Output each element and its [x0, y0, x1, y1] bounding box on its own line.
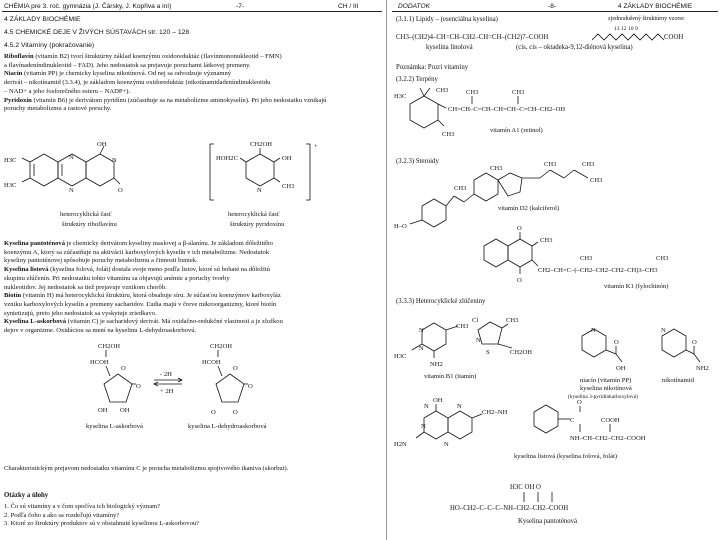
- riboflavin-caption-1: heterocyklická časť: [60, 211, 112, 218]
- chapter-heading: 4 ZÁKLADY BIOCHÉMIE: [4, 16, 81, 23]
- dehydroascorbic-caption: kyselina L-dehydroaskorbová: [188, 423, 267, 430]
- linoleic-formula: CH3–(CH2)4–CH=CH–CH2–CH=CH–(CH2)7–COOH: [396, 34, 549, 41]
- ascorbic-ch2oh-1: CH2OH: [98, 343, 120, 350]
- vitamin-b1-name: vitamín B1 (tiamín): [424, 373, 477, 380]
- riboflavin-h3c-top: H3C: [4, 157, 17, 164]
- vitamin-a-ch3-d: CH3: [442, 131, 455, 138]
- paragraph-line: [4, 97, 382, 106]
- vitamins-paragraph-2: [4, 240, 382, 336]
- vitamin-k1-chain: CH2–CH=C–(–CH2–CH2–CH2–CH)3–CH3: [538, 267, 658, 274]
- pyridoxin-plus: +: [314, 143, 318, 150]
- vitamin-k1-ch3-chain-a: CH3: [580, 255, 593, 262]
- lipids-section-heading: (3.1.1) Lipidy – (esenciálna kyselina): [396, 16, 498, 23]
- folic-name: kyselina listová (kyselina folová, folát): [514, 453, 618, 460]
- paragraph-line: [4, 275, 382, 284]
- folic-n-d: N: [421, 423, 426, 430]
- header-right-chapter: 4 ZÁKLADY BIOCHÉMIE: [618, 3, 693, 10]
- line-text: a flavínadeníndinukleotid – FAD). Jeho nedostatok sa prejavuje poruchami látkovej premeny.: [4, 61, 251, 69]
- vitamin-a-ch3-b: CH3: [466, 89, 479, 96]
- page-number-right: -8-: [548, 3, 557, 10]
- ascorbic-caption: kyselina L-askorbová: [86, 423, 143, 430]
- line-text: nukleotidov. Jej nedostatok sa tiež prejavuje vznikom chorôb.: [4, 283, 167, 291]
- vitamin-k1-ch3-ring: CH3: [540, 237, 553, 244]
- paragraph-line: [4, 249, 382, 258]
- vitamin-d2-name: vitamín D2 (kalciferol): [498, 205, 560, 212]
- paragraph-line: [4, 79, 382, 88]
- riboflavin-caption-2: štruktúry riboflavínu: [62, 221, 117, 228]
- bold-term: Biotín: [4, 292, 22, 300]
- vitamin-a-h3c: H3C: [394, 93, 407, 100]
- terpenes-heading: (3.2.2) Terpény: [396, 76, 438, 83]
- vitamin-d2-structure: [394, 160, 624, 230]
- pyridoxin-structure: [200, 140, 340, 230]
- vitamin-b1-cl: Cl: [472, 317, 479, 324]
- vitamin-k1-structure: [480, 226, 720, 292]
- folic-n-a: N: [424, 403, 429, 410]
- paragraph-line: [4, 88, 382, 97]
- chapter-code: CH / III: [338, 3, 359, 10]
- column-divider: [386, 0, 387, 540]
- paragraph-line: [4, 284, 382, 293]
- pantothenic-formula: HO–CH2–C–C–C–NH–CH2–CH2–COOH: [450, 505, 569, 512]
- section-heading: 4.5 CHEMICKÉ DEJE V ŽIVÝCH SÚSTAVÁCH str. 120 – 128: [4, 29, 190, 36]
- vitamin-b1-ch2: CH3: [456, 323, 469, 330]
- line-text: dejov v organizme. Oxidáciou sa mení na kyselinu L-dehydroaskorbovú.: [4, 327, 197, 335]
- paragraph-line: [4, 301, 382, 310]
- ascorbic-o-1: O: [136, 383, 141, 390]
- vitamin-d2-ch3-e: CH3: [454, 185, 467, 192]
- vitamin-d2-ch3-b: CH3: [544, 161, 557, 168]
- folic-tail: NH–CH–CH2–CH2–COOH: [570, 435, 646, 442]
- paragraph-line: [4, 292, 382, 301]
- header-right-title: DODATOK: [398, 3, 430, 10]
- riboflavin-n-right: N: [112, 157, 117, 164]
- question-item: 1. Čo sú vitamíny a v čom spočíva ich biologický význam?: [4, 503, 161, 510]
- bold-term: Pyridoxín: [4, 96, 32, 104]
- pyridoxin-ch3: CH3: [282, 183, 295, 190]
- lipid-note: zjednodušený štruktúrny vzorec: [608, 16, 685, 22]
- pyridoxin-hoh2c: HOH2C: [216, 155, 238, 162]
- ascorbic-o-ring-2: O: [233, 365, 238, 372]
- vitamin-b1-n-b: N: [419, 345, 424, 352]
- line-text: (kyselina folová, folát) dostala svoje meno podľa listov, ktoré sú bohaté na dôležitú: [48, 266, 270, 274]
- pyridoxin-oh: OH: [282, 155, 292, 162]
- vitamin-d2-ch3-d: CH3: [590, 177, 603, 184]
- scurvy-paragraph: Charakteristickým prejavom nedostatku vitamínu C je porucha metabolizmu spojivového tkaniva (skorbut).: [4, 465, 289, 472]
- paragraph-line: [4, 257, 382, 266]
- niacin-name-2: kyselina nikotínová: [580, 385, 632, 392]
- folic-oh: OH: [433, 397, 443, 404]
- niacin-structure: [568, 318, 652, 408]
- vitamin-d2-ch3-c: CH3: [582, 161, 595, 168]
- ascorbic-hcoh-2: HCOH: [202, 359, 221, 366]
- folic-acid-structure: [394, 396, 714, 476]
- nicotinamide-n: N: [661, 327, 666, 334]
- bold-term: Kyselina listová: [4, 266, 49, 274]
- question-item: 3. Ktoré zo štruktúry produktov sú v obsiahnuté kyselinou L-askorbovou?: [4, 520, 200, 528]
- nicotinamide-nh2: NH2: [696, 365, 709, 372]
- bold-term: Riboflavín: [4, 53, 34, 60]
- lipid-carbon-numbers: 13 12 10 9: [614, 26, 638, 32]
- ascorbic-o-ring-1: O: [121, 365, 126, 372]
- question-item: 2. Podľa čoho a ako sa rozdeľujú vitamíny?: [4, 511, 120, 519]
- paragraph-line: [4, 240, 382, 249]
- vitamin-d2-ho: H–O: [394, 223, 407, 230]
- vitamin-b1-structure: [394, 308, 574, 388]
- niacin-o: O: [614, 339, 619, 346]
- folic-c: C: [570, 417, 575, 424]
- riboflavin-o: O: [118, 187, 123, 194]
- ascorbic-minus-2h: - 2H: [160, 371, 172, 378]
- line-text: derivát – nikotínamid (3.3.4), je základom koenzýmu oxidoreduktáz (nikotínamidadeníndinukleotidu: [4, 79, 271, 87]
- ascorbic-acid-structure: [70, 340, 310, 450]
- niacin-name-3: (kyselina 3-pyridínkarboxylová): [568, 394, 638, 400]
- folic-cooh-top: COOH: [601, 417, 620, 424]
- ascorbic-plus-2h: + 2H: [160, 388, 174, 395]
- paragraph-line: [4, 105, 382, 114]
- paragraph-line: [4, 318, 382, 327]
- riboflavin-h3c-bottom: H3C: [4, 182, 17, 189]
- paragraph-line: [4, 53, 382, 62]
- paragraph-line: [4, 310, 382, 319]
- bold-term: Kyselina pantoténová: [4, 240, 65, 247]
- vitamin-b1-nh2: NH2: [430, 361, 443, 368]
- riboflavin-n-bottom: N: [69, 187, 74, 194]
- riboflavin-n-top: N: [69, 154, 74, 161]
- steroids-heading: (3.2.3) Steroidy: [396, 158, 439, 165]
- bold-term: Niacín: [4, 70, 23, 78]
- subsection-heading: 4.5.2 Vitamíny (pokračovanie): [4, 42, 95, 49]
- niacin-name-1: niacín (vitamín PP): [580, 377, 632, 384]
- vitamin-b1-n-a: N: [419, 327, 424, 334]
- pyridoxin-ch2oh: CH2OH: [250, 141, 272, 148]
- vitamin-k1-o-top: O: [517, 225, 522, 232]
- heterocycles-heading: (3.3.3) Heterocyklické zlúčeniny: [396, 298, 486, 305]
- vitamin-a-structure: [394, 86, 620, 146]
- folic-n-c: N: [444, 441, 449, 448]
- vitamin-d2-ch3-a: CH3: [490, 165, 503, 172]
- line-text: koenzýmu A, ktorý sa zúčastňuje na aktivácii karboxylových kyselín v ich metabolizme. Nedostatok: [4, 248, 270, 256]
- vitamin-b1-ch2oh: CH2OH: [510, 349, 532, 356]
- line-text: (vitamín PP) je chemicky kyselina nikotínová. Od nej sa odvodzuje významný: [22, 70, 232, 78]
- folic-ch2-nh: CH2–NH: [482, 409, 508, 416]
- paragraph-line: [4, 266, 382, 275]
- line-text: (vitamín H) má heterocyklickú štruktúru, ktorá obsahuje síru. Je súčasťou koenzýmov karboxyláz: [21, 292, 281, 300]
- vitamin-k1-ch3-chain-b: CH3: [656, 255, 669, 262]
- vitamins-paragraph-1: [4, 53, 382, 114]
- vitamin-b1-s: S: [486, 349, 490, 356]
- bold-term: Kyselina L-askorbová: [4, 318, 67, 326]
- nicotinamide-name: nikotínamid: [662, 377, 694, 384]
- vitamin-a-ch3-c: CH3: [512, 89, 525, 96]
- questions-list: [4, 503, 382, 529]
- pantothenic-top-groups: H3C OH O: [510, 484, 541, 491]
- paragraph-line: [4, 62, 382, 71]
- lipid-cooh: COOH: [664, 34, 684, 41]
- right-column: [390, 0, 720, 540]
- note-line: Poznámka: Pozri vitamíny: [396, 64, 469, 71]
- ascorbic-ch2oh-2: CH2OH: [210, 343, 232, 350]
- vitamin-k1-name: vitamín K1 (fylochinón): [604, 283, 669, 290]
- line-text: – NAD+ a jeho fosforečného esteru – NADP+).: [4, 87, 131, 95]
- linoleic-name: kyselina linolová: [426, 44, 473, 51]
- ascorbic-oh-1: OH: [98, 407, 108, 414]
- niacin-n: N: [591, 327, 596, 334]
- vitamin-b1-h3c: H3C: [394, 353, 407, 360]
- paragraph-line: [4, 70, 382, 79]
- line-text: (vitamín C) je sacharidový derivát. Má oxidačno-redukčné vlastnosti a je zložkou: [66, 318, 283, 326]
- pyridoxin-caption-1: heterocyklická časť: [228, 211, 280, 218]
- riboflavin-structure: [0, 140, 200, 230]
- vitamin-k1-o-bottom: O: [517, 277, 522, 284]
- line-text: je chemicky derivátom kyseliny maslovej a β-alanínu. Je základom dôležitého: [65, 240, 273, 247]
- ascorbic-o-3: O: [211, 409, 216, 416]
- vitamin-b1-ch3: CH3: [506, 317, 519, 324]
- nicotinamide-structure: [652, 318, 720, 398]
- folic-n-b: N: [457, 403, 462, 410]
- line-text: skupinu zlúčenín. Pri nedostatku tohto vitamínu sa objavujú anémie a poruchy tvorby: [4, 274, 230, 282]
- niacin-oh: OH: [616, 365, 626, 372]
- pyridoxin-n: N: [257, 187, 262, 194]
- ascorbic-o-4: O: [233, 409, 238, 416]
- ascorbic-oh-2: OH: [120, 407, 130, 414]
- linoleic-description: (cis, cis – oktadeka-9,12-diénová kyselina): [516, 44, 633, 51]
- line-text: syntetizujú, preto jeho nedostatok sa vyskytuje zriedkavo.: [4, 309, 157, 317]
- header-left-title: CHÉMIA pre 3. roč. gymnázia (J. Čársky, J. Kopřiva a iní): [4, 3, 172, 10]
- pantothenic-name: Kyselina pantoténová: [518, 518, 578, 525]
- ascorbic-hcoh-1: HCOH: [90, 359, 109, 366]
- line-text: kyseliny pantoténovej spôsobuje poruchy metabolizmu a činnosti buniek.: [4, 257, 198, 265]
- line-text: (vitamín B6) je derivátom pyridínu (zúčastňuje sa na metabolizme aminokyselín). Pri jeho nedostatku vznikajú: [31, 96, 327, 104]
- pyridoxin-caption-2: štruktúry pyridoxínu: [230, 221, 285, 228]
- questions-title: Otázky a úlohy: [4, 492, 49, 499]
- line-text: poruchy metabolizmu a rastové poruchy.: [4, 105, 112, 113]
- line-text: vzniku karboxylových kyselín a premeny sacharidov. Ľudia majú v čreve mikroorganizmy, ktoré biotín: [4, 300, 277, 308]
- vitamin-a-chain: CH=CH–C=CH–CH=CH–C=CH–CH2–OH: [448, 106, 566, 113]
- paragraph-line: [4, 327, 382, 336]
- page-number-left: -7-: [236, 3, 245, 10]
- folic-h2n: H2N: [394, 441, 407, 448]
- vitamin-a-ch3-a: CH3: [436, 87, 449, 94]
- ascorbic-o-2: O: [248, 383, 253, 390]
- vitamin-a-name: vitamín A1 (retinol): [490, 127, 543, 134]
- line-text: (vitamín B2) tvorí štruktúrny základ koenzýmu oxidoreduktáz (flavínmononukleotid – FMN): [33, 53, 282, 60]
- riboflavin-oh: OH: [97, 141, 107, 148]
- vitamin-b1-n-plus: N: [476, 337, 481, 344]
- nicotinamide-o: O: [692, 339, 697, 346]
- folic-o: O: [577, 399, 582, 406]
- pantothenic-bonds: [520, 492, 580, 504]
